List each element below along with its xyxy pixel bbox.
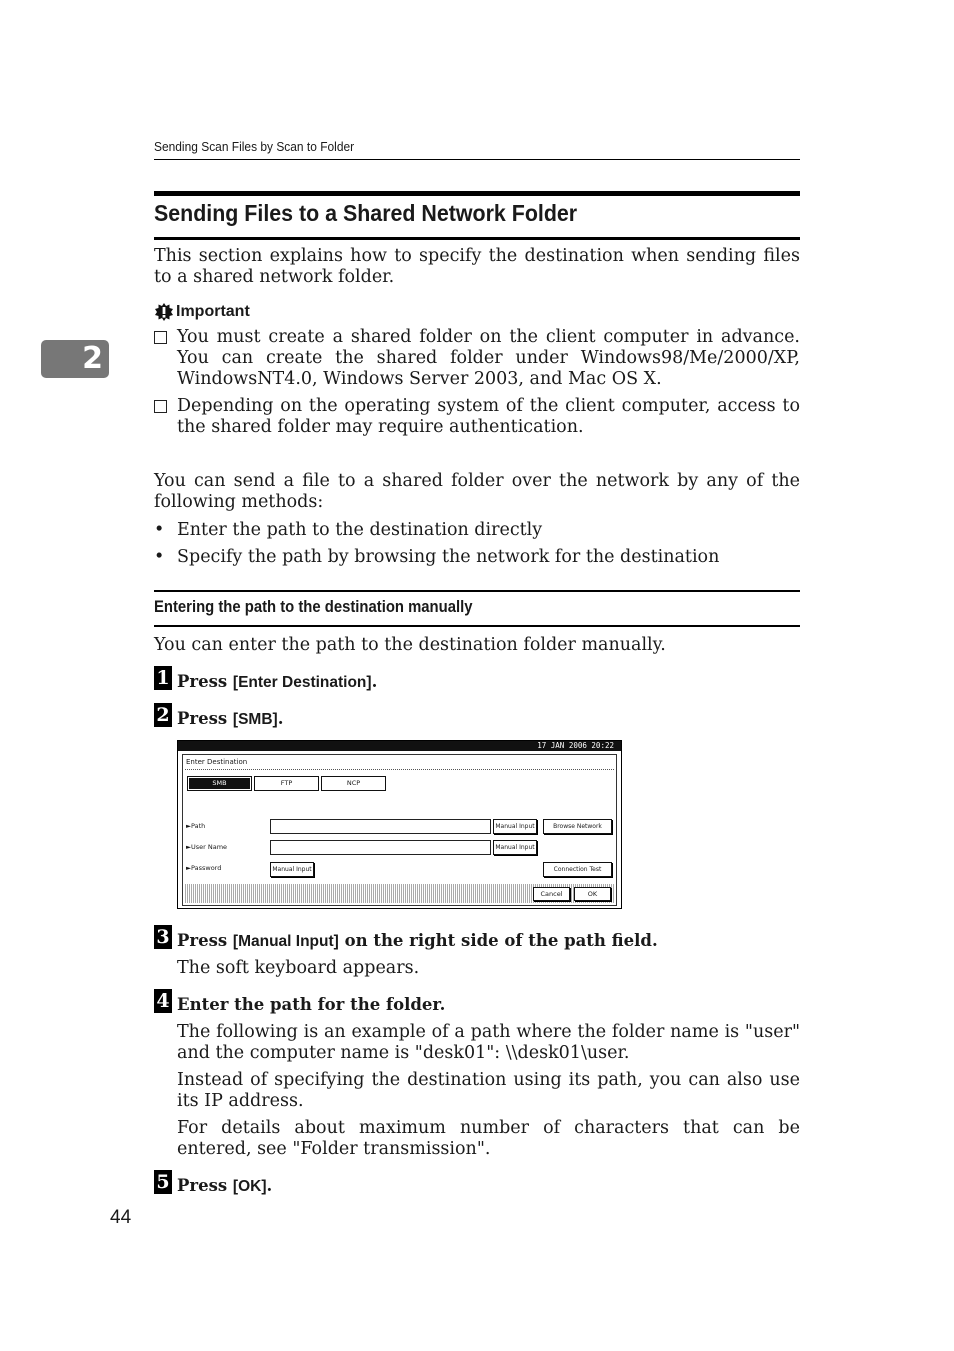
dialog-frame [182,754,617,906]
key-label: [Manual Input] [232,933,339,950]
step-number-1: 1 [154,666,172,690]
step-1-text [177,672,377,692]
step-number-2: 2 [154,703,172,727]
step-text-post: . [266,1176,273,1195]
page-number: 44 [110,1207,132,1228]
step-number-3: 3 [154,925,172,949]
step-number-5: 5 [154,1170,172,1194]
divider [185,769,614,770]
ok-button[interactable]: OK [574,887,611,901]
key-label: [OK] [232,1178,267,1195]
checkbox-icon [154,400,167,413]
path-field[interactable] [270,819,491,834]
bullet-icon: • [154,520,165,540]
connection-test-button[interactable]: Connection Test [543,862,612,877]
status-bar [178,741,621,751]
password-manual-input-button[interactable]: Manual Input [270,862,314,877]
key-label: [SMB] [232,711,278,728]
step-number-4: 4 [154,989,172,1013]
header-rule [154,159,800,160]
section-bottom-rule [154,625,800,627]
important-heading [154,302,250,322]
path-manual-input-button[interactable]: Manual Input [493,819,537,834]
user-name-label: ►User Name [186,843,228,851]
section-top-rule [154,590,800,592]
list-item-text: Enter the path to the destination directly [177,520,543,540]
section-title: Entering the path to the destination manually [154,598,473,616]
step-text-post: . [371,672,378,691]
path-label: ►Path [186,822,206,830]
important-item-text: Depending on the operating system of the client computer, access to the shared folder may require authentication. [177,396,800,437]
important-item [154,396,800,438]
tab-smb[interactable]: SMB [187,776,252,791]
tab-ncp[interactable]: NCP [321,776,386,791]
bullet-icon: • [154,547,165,567]
important-item [154,327,800,390]
step-3-note: The soft keyboard appears. [177,958,420,978]
methods-intro: You can send a file to a shared folder over the network by any of the following methods: [154,471,800,512]
step-2-text [177,709,283,729]
cancel-button[interactable]: Cancel [533,887,570,901]
step-text-pre: Press [177,709,233,728]
step-text-pre: Press [177,931,233,950]
checkbox-icon [154,331,167,344]
step-text-post: on the right side of the path field. [338,931,658,950]
datetime-readout: 17 JAN 2006 20:22 [537,741,614,750]
key-label: [Enter Destination] [232,674,372,691]
step-4-note: Instead of specifying the destination using its path, you can also use its IP address. [177,1070,800,1111]
step-4-note: The following is an example of a path where the folder name is "user" and the computer name is "desk01": \\desk01\user. [177,1022,800,1063]
section-intro: You can enter the path to the destination folder manually. [154,635,666,655]
chapter-tab: 2 [41,340,109,378]
list-item [154,547,800,568]
title-bottom-rule [154,237,800,240]
important-icon [154,302,174,322]
list-item [154,520,800,541]
step-text-pre: Press [177,1176,233,1195]
important-label: Important [176,303,250,320]
title-top-rule [154,191,800,196]
intro-paragraph: This section explains how to specify the destination when sending files to a shared network folder. [154,246,800,287]
important-item-text: You must create a shared folder on the client computer in advance. You can create the shared folder under Windows98/Me/2000/XP, WindowsNT4.0, Windows Server 2003, and Mac OS X. [177,327,800,389]
step-4-note: For details about maximum number of characters that can be entered, see "Folder transmission". [177,1118,800,1159]
step-3-text [177,931,658,951]
step-5-text [177,1176,272,1196]
tab-ftp[interactable]: FTP [254,776,319,791]
user-name-field[interactable] [270,840,491,855]
running-header: Sending Scan Files by Scan to Folder [154,139,355,154]
page-title: Sending Files to a Shared Network Folder [154,200,578,226]
step-4-text: Enter the path for the folder. [177,995,446,1014]
dialog-caption: Enter Destination [186,758,248,766]
user-name-manual-input-button[interactable]: Manual Input [493,840,537,855]
password-label: ►Password [186,864,222,872]
step-text-pre: Press [177,672,233,691]
step-text-post: . [277,709,284,728]
enter-destination-screen [177,740,622,909]
list-item-text: Specify the path by browsing the network for the destination [177,547,720,567]
browse-network-button[interactable]: Browse Network [543,819,612,834]
